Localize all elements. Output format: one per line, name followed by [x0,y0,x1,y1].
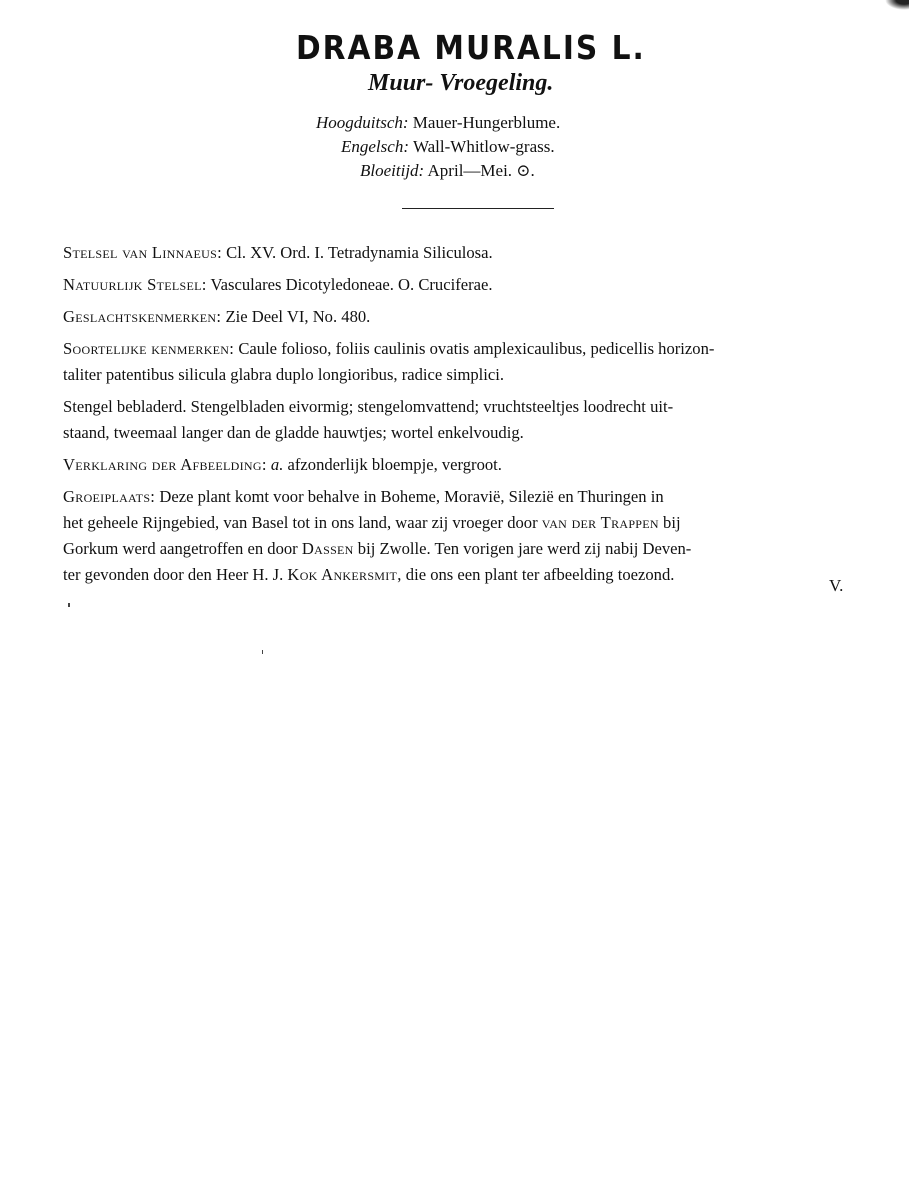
stem-description-line-1: Stengel bebladerd. Stengelbladen eivormig; stengelomvattend; vruchtsteeltjes loodrecht uit- [63,397,674,416]
description-body [63,240,893,594]
genus-characters-section [63,304,893,330]
habitat-line-1: Deze plant komt voor behalve in Boheme, Moravië, Silezië en Thuringen in [159,487,664,506]
habitat-line-2-start: het geheele Rijngebied, van Basel tot in ons land, waar zij vroeger door [63,513,538,532]
collector-name-kok-ankersmit: Kok Ankersmit, [287,565,402,584]
english-name [341,137,555,157]
habitat-line-4-start: ter gevonden door den Heer H. J. [63,565,284,584]
illustration-explanation-section [63,452,893,478]
flowering-time-label: Bloeitijd: [360,161,425,180]
habitat-line-3-start: Gorkum werd aangetroffen en door [63,539,298,558]
habitat-line-2-end: bij [663,513,681,532]
species-characters-label: Soortelijke kenmerken: [63,339,235,358]
species-characters-line-1: Caule folioso, foliis caulinis ovatis amplexicaulibus, pedicellis horizon- [238,339,715,358]
illustration-explanation-text: afzonderlijk bloempje, vergroot. [287,455,502,474]
german-name-value: Mauer-Hungerblume. [412,113,561,132]
collector-name-van-der-trappen: van der Trappen [541,513,659,532]
english-name-value: Wall-Whitlow-grass. [412,137,555,156]
species-characters-line-2: taliter patentibus silicula glabra duplo longioribus, radice simplici. [63,365,505,384]
linnaeus-section [63,240,893,266]
genus-characters-label: Geslachtskenmerken: [63,307,222,326]
habitat-section [63,484,893,588]
flowering-time [360,161,535,181]
illustration-letter: a. [270,455,284,474]
stem-description-section [63,394,893,446]
illustration-explanation-label: Verklaring der Afbeelding: [63,455,267,474]
header-divider [402,208,554,209]
collector-name-dassen: Dassen [301,539,354,558]
species-characters-section [63,336,893,388]
scan-corner-mark [885,0,909,10]
scan-speck [262,650,263,654]
habitat-label: Groeiplaats: [63,487,156,506]
genus-characters-text: Zie Deel VI, No. 480. [225,307,371,326]
species-title: DRABA MURALIS L. [296,28,646,67]
habitat-line-3-end: bij Zwolle. Ten vorigen jare werd zij nabij Deven- [357,539,692,558]
stem-description-line-2: staand, tweemaal langer dan de gladde hauwtjes; wortel enkelvoudig. [63,423,524,442]
scan-speck [68,603,70,607]
flowering-time-value: April—Mei. ⊙. [427,161,535,180]
english-name-label: Engelsch: [341,137,409,156]
author-signature: V. [829,576,844,595]
habitat-line-4-end: die ons een plant ter afbeelding toezond. [405,565,675,584]
natural-system-label: Natuurlijk Stelsel: [63,275,207,294]
common-name: Muur- Vroegeling. [368,70,554,96]
linnaeus-label: Stelsel van Linnaeus: [63,243,223,262]
natural-system-text: Vasculares Dicotyledoneae. O. Cruciferae. [210,275,493,294]
german-name-label: Hoogduitsch: [316,113,409,132]
german-name [316,113,560,133]
natural-system-section [63,272,893,298]
linnaeus-text: Cl. XV. Ord. I. Tetradynamia Siliculosa. [226,243,493,262]
